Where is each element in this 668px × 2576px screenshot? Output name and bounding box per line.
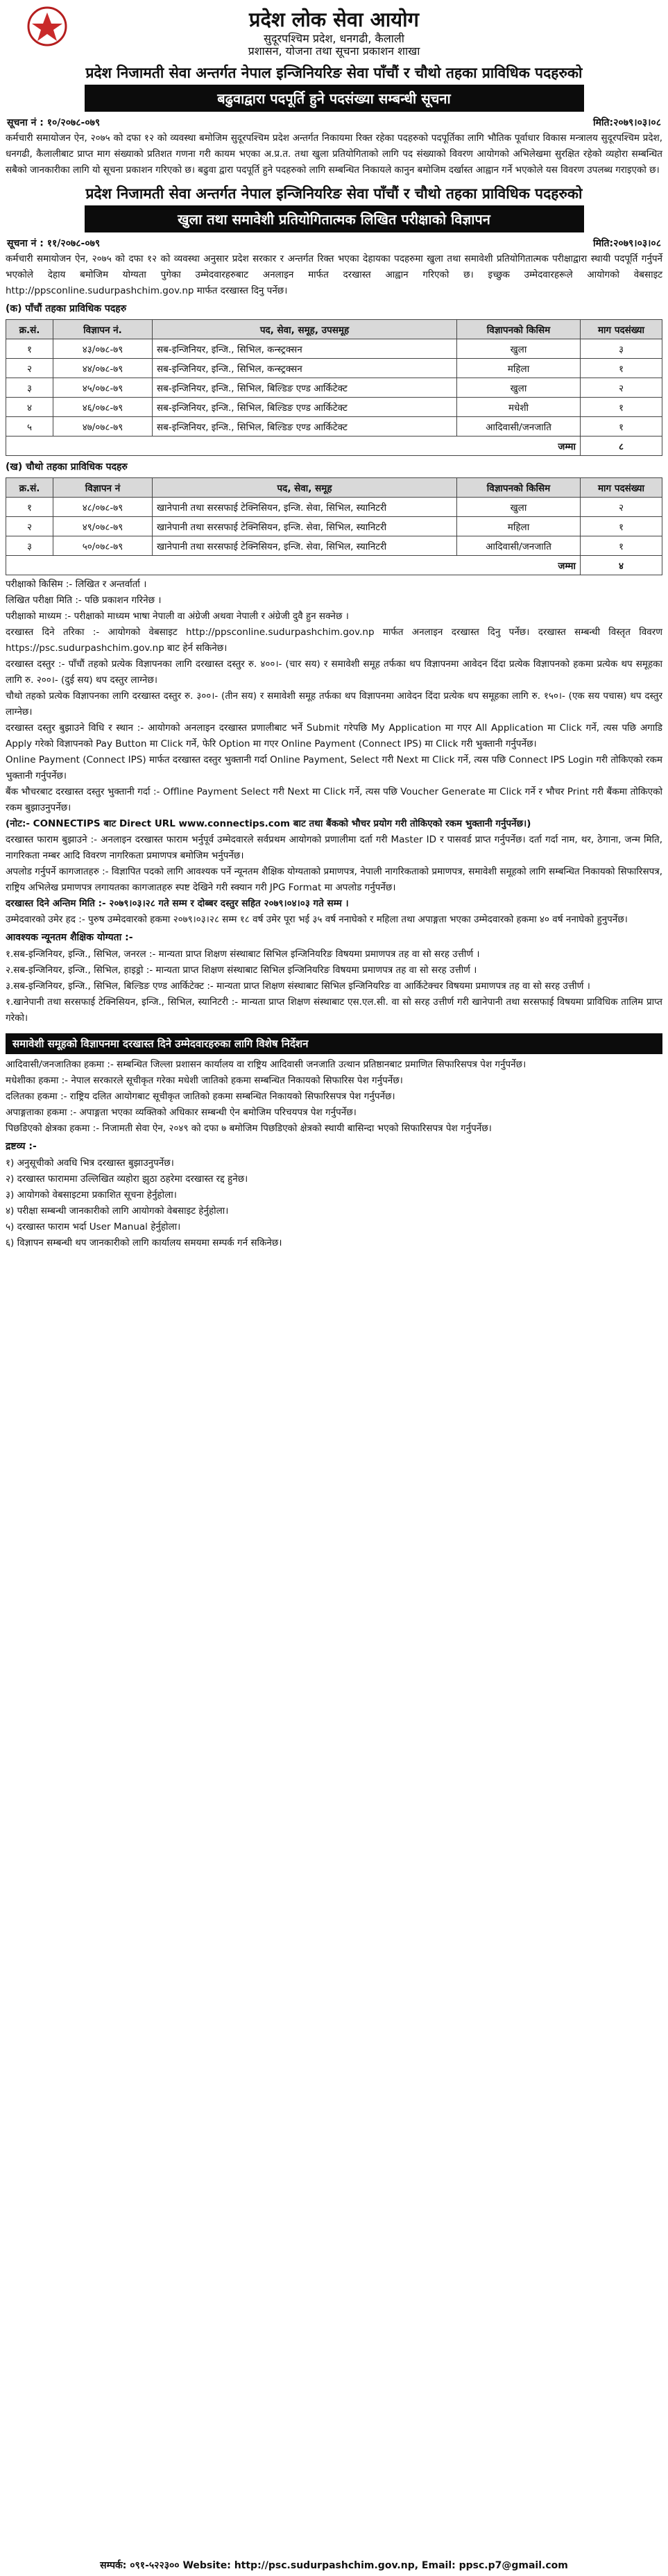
header-title: प्रदेश लोक सेवा आयोग xyxy=(249,8,419,31)
table5-row xyxy=(6,339,662,359)
table5-header: विज्ञापन नं. xyxy=(53,320,153,339)
table4-row xyxy=(6,517,662,536)
table4-cell: आदिवासी/जनजाति xyxy=(457,536,581,556)
table5-cell: ४५/०७८-७९ xyxy=(53,378,153,398)
table5-cell: ४७/०७८-७९ xyxy=(53,417,153,437)
table5-row xyxy=(6,398,662,417)
table4-cell: खुला xyxy=(457,498,581,517)
table5-total-row xyxy=(6,437,662,456)
special-list xyxy=(0,1057,668,1137)
table5-cell: सब-इन्जिनियर, इन्जि., सिभिल, कन्स्ट्रक्सन xyxy=(153,339,457,359)
table4-row xyxy=(6,498,662,517)
notes-list xyxy=(0,1155,668,1251)
table5-row xyxy=(6,417,662,437)
notice2-band: खुला तथा समावेशी प्रतियोगितात्मक लिखित परीक्षाको विज्ञापन xyxy=(85,205,584,232)
detail-item: लिखित परीक्षा मिति :- पछि प्रकाशन गरिनेछ । xyxy=(6,595,162,606)
special-item: दलितका हकमा :- राष्ट्रिय दलित आयोगबाट सूचीकृत जातिको हकमा सम्बन्धित निकायको सिफारिसपत्र पेश गर्नुपर्नेछ। xyxy=(6,1091,395,1102)
table4-cell: २ xyxy=(581,498,662,517)
detail-item: चौथो तहको प्रत्येक विज्ञापनका लागि दरखास्त दस्तुर रु. ३००।- (तीन सय) र समावेशी समूह तर्फका थप विज्ञापनमा आवेदन दिंदा प्रत्येक थप समूहका लागि रु. १५०।- (एक सय पचास) थप दस्तुर लाग्नेछ। xyxy=(6,690,662,718)
special-item: आदिवासी/जनजातिका हकमा :- सम्बन्धित जिल्ला प्रशासन कार्यालय वा राष्ट्रिय आदिवासी जनजाति उत्थान प्रतिष्ठानबाट प्रमाणित सिफारिसपत्र पेश गर्नुपर्नेछ। xyxy=(6,1059,526,1070)
table5-cell: महिला xyxy=(457,359,581,378)
table4-cell: ५०/०७८-७९ xyxy=(53,536,153,556)
table5-cell: आदिवासी/जनजाति xyxy=(457,417,581,437)
table5-cell: ४४/०७८-७९ xyxy=(53,359,153,378)
note-item: २) दरखास्त फाराममा उल्लिखित व्यहोरा झुठा ठहरेमा दरखास्त रद्द हुनेछ। xyxy=(6,1173,248,1185)
table5-cell: १ xyxy=(581,417,662,437)
table5-cell: ३ xyxy=(581,339,662,359)
table4-header: पद, सेवा, समूह xyxy=(153,478,457,498)
notice2-date: मिति:२०७९।०३।०८ xyxy=(592,238,661,249)
age-limit: उम्मेदवारको उमेर हद :- पुरुष उम्मेदवारको हकमा २०७९।०३।२८ सम्म १८ वर्ष उमेर पूरा भई ३५ वर्ष ननाघेको र महिला तथा अपाङ्गता भएका उम्मेदवारको हकमा ४० वर्ष ननाघेको हुनुपर्नेछ। xyxy=(6,914,628,925)
notice2-number: सूचना नं : ११/२०७८-०७९ xyxy=(7,238,101,249)
qualification-item: ३.सब-इन्जिनियर, इन्जि., सिभिल, बिल्डिङ एण्ड आर्किटेक्ट :- मान्यता प्राप्त शिक्षण संस्थाबाट सिभिल इन्जिनियरिङ वा आर्किटेक्चर विषयमा प्रमाणपत्र तह वा सो सरह उत्तीर्ण । xyxy=(6,981,590,992)
special-instructions-band: समावेशी समूहको विज्ञापनमा दरखास्त दिने उम्मेदवारहरुका लागि विशेष निर्देशन xyxy=(6,1033,662,1054)
note-item: ५) दरखास्त फाराम भर्दा User Manual हेर्नुहोला। xyxy=(6,1221,181,1232)
note-item: १) अनुसूचीको अवधि भित्र दरखास्त बुझाउनुपर्नेछ। xyxy=(6,1158,174,1169)
table5-cell: ४३/०७८-७९ xyxy=(53,339,153,359)
table4-row xyxy=(6,536,662,556)
table4-cell: १ xyxy=(581,536,662,556)
table5-cell: २ xyxy=(581,378,662,398)
header-branch: प्रशासन, योजना तथा सूचना प्रकाशन शाखा xyxy=(248,44,420,58)
table4-cell: ४९/०७८-७९ xyxy=(53,517,153,536)
table5-cell: सब-इन्जिनियर, इन्जि., सिभिल, कन्स्ट्रक्सन xyxy=(153,359,457,378)
details-list-2 xyxy=(0,832,668,896)
table5-header: माग पदसंख्या xyxy=(581,320,662,339)
connectips-note: (नोट:- CONNECTIPS बाट Direct URL www.connectips.com बाट तथा बैंकको भौचर प्रयोग गरी तोकिएको रकम भुक्तानी गर्नुपर्नेछ।) xyxy=(6,818,531,829)
special-item: पिछडिएको क्षेत्रका हकमा :- निजामती सेवा ऐन, २०४९ को दफा ७ बमोजिम पिछडिएको क्षेत्रको स्थायी बासिन्दा भएको सिफारिसपत्र पेश गर्नुपर्नेछ। xyxy=(6,1123,492,1134)
detail-item: दरखास्त दस्तुर :- पाँचौं तहको प्रत्येक विज्ञापनका लागि दरखास्त दस्तुर रु. ४००।- (चार सय) र समावेशी समूह तर्फका थप विज्ञापनमा आवेदन दिंदा प्रत्येक विज्ञापनको हकमा प्रत्येक थप समूहका लागि रु. २००।- (दुई सय) थप दस्तुर लाग्नेछ। xyxy=(6,659,662,686)
table5-cell: ३ xyxy=(6,378,53,398)
special-item: अपाङ्गताका हकमा :- अपाङ्गता भएका व्यक्तिको अधिकार सम्बन्धी ऐन बमोजिम परिचयपत्र पेश गर्नुपर्नेछ। xyxy=(6,1107,357,1118)
detail-item: अपलोड गर्नुपर्ने कागजातहरु :- विज्ञापित पदको लागि आवश्यक पर्ने न्यूनतम शैक्षिक योग्यताको प्रमाणपत्र, नेपाली नागरिकताको प्रमाणपत्र, समावेशी समूहको लागि सम्बन्धित निकायको सिफारिसपत्र, राष्ट्रिय अभिलेख प्रमाणपत्र लगायतका कागजातहरु स्पष्ट देखिने गरी स्क्यान गरी JPG Format मा अपलोड गर्नुपर्नेछ। xyxy=(6,866,662,893)
note-item: ४) परीक्षा सम्बन्धी जानकारीको लागि आयोगको वेबसाइट हेर्नुहोला। xyxy=(6,1205,229,1217)
table5-cell: खुला xyxy=(457,339,581,359)
qualification-title: आवश्यक न्यूनतम शैक्षिक योग्यता :- xyxy=(6,932,133,943)
special-item: मधेशीका हकमा :- नेपाल सरकारले सूचीकृत गरेका मधेशी जातिको हकमा सम्बन्धित निकायको सिफारिस पेश गर्नुपर्नेछ। xyxy=(6,1075,403,1086)
qualification-item: २.सब-इन्जिनियर, इन्जि., सिभिल, हाइड्रो :- मान्यता प्राप्त शिक्षण संस्थाबाट सिभिल इन्जिनियरिङ विषयमा प्रमाणपत्र तह वा सो सरह उत्तीर्ण । xyxy=(6,965,477,976)
table5 xyxy=(6,319,662,456)
detail-item: Online Payment (Connect IPS) मार्फत दरखास्त दस्तुर भुक्तानी गर्दा Online Payment, Select गरी Next मा Click गर्ने, त्यस पछि Connect IPS Login गरी तोकिएको रकम भुक्तानी गर्नुपर्नेछ। xyxy=(6,754,662,781)
qualification-item: १.खानेपानी तथा सरसफाई टेक्निसियन, इन्जि., सिभिल, स्यानिटरी :- मान्यता प्राप्त शिक्षण संस्थाबाट एस.एल.सी. वा सो सरह उत्तीर्ण गरी खानेपानी तथा सरसफाई विषयमा प्राविधिक तालिम प्राप्त गरेको। xyxy=(6,997,662,1024)
table4-cell: २ xyxy=(6,517,53,536)
table4-caption: (ख) चौथो तहका प्राविधिक पदहरु xyxy=(6,461,128,473)
table5-cell: ४६/०७८-७९ xyxy=(53,398,153,417)
detail-item: दरखास्त दिने तरिका :- आयोगको वेबसाइट http://ppsconline.sudurpashchim.gov.np मार्फत अनलाइन दरखास्त दिनु पर्नेछ। दरखास्त सम्बन्धी विस्तृत विवरण https://psc.sudurpashchim.gov.np बाट हेर्न सकिनेछ। xyxy=(6,627,662,654)
detail-item: परीक्षाको माध्यम :- परीक्षाको माध्यम भाषा नेपाली वा अंग्रेजी अथवा नेपाली र अंग्रेजी दुवै हुन सक्नेछ । xyxy=(6,611,349,622)
table5-header: पद, सेवा, समूह, उपसमूह xyxy=(153,320,457,339)
notice1-meta xyxy=(0,112,668,130)
table5-cell: सब-इन्जिनियर, इन्जि., सिभिल, बिल्डिङ एण्ड आर्किटेक्ट xyxy=(153,398,457,417)
table5-cell: मधेशी xyxy=(457,398,581,417)
deadline: दरखास्त दिने अन्तिम मिति :- २०७९।०३।२८ गते सम्म र दोब्बर दस्तुर सहित २०७९।०४।०३ गते सम्म । xyxy=(6,898,349,909)
table5-caption: (क) पाँचौं तहका प्राविधिक पदहरु xyxy=(6,303,127,314)
table4-total-row xyxy=(6,556,662,575)
details-list xyxy=(0,577,668,816)
table4-total-label: जम्मा xyxy=(6,556,581,575)
table4 xyxy=(6,477,662,575)
table5-header: विज्ञापनको किसिम xyxy=(457,320,581,339)
qualification-item: १.सब-इन्जिनियर, इन्जि., सिभिल, जनरल :- मान्यता प्राप्त शिक्षण संस्थाबाट सिभिल इन्जिनियरिङ विषयमा प्रमाणपत्र तह वा सो सरह उत्तीर्ण । xyxy=(6,949,480,960)
table4-header: विज्ञापनको किसिम xyxy=(457,478,581,498)
qualification-list xyxy=(0,947,668,1026)
table5-total-value: ८ xyxy=(581,437,662,456)
notice1-band: बढुवाद्वारा पदपूर्ति हुने पदसंख्या सम्बन्धी सूचना xyxy=(85,85,584,112)
table4-header: क्र.सं. xyxy=(6,478,53,498)
table4-header: माग पदसंख्या xyxy=(581,478,662,498)
table5-row xyxy=(6,378,662,398)
detail-item: दरखास्त दस्तुर बुझाउने विधि र स्थान :- आयोगको अनलाइन दरखास्त प्रणालीबाट भर्ने Submit गरेपछि My Application मा गएर All Application मा Click गर्ने, त्यस पछि अगाडि Apply गरेको विज्ञापनको Pay Button मा Click गर्ने, फेरि Option मा गएर Online Payment (Connect IPS) मा Click गरी भुक्तानी गर्नुपर्नेछ। xyxy=(6,722,662,749)
notice1-body: कर्मचारी समायोजन ऐन, २०७५ को दफा १२ को व्यवस्था बमोजिम सुदूरपश्चिम प्रदेश अन्तर्गत निकायमा रिक्त रहेका पदहरुको पदपूर्तिका लागि भौतिक पूर्वाधार विकास मन्त्रालय सुदूरपश्चिम प्रदेश, धनगढी, कैलालीबाट प्राप्त माग संख्याको प्रतिशत गणना गरी कायम भएका अ.प्र.त. तथा खुला प्रतियोगिताको लागि पद संख्याको विवरण आयोगको अभिलेखमा सुरक्षित रहेको व्यहोरा सम्बन्धित सबैको जानकारीका लागि यो सूचना प्रकाशन गरिएको छ। बढुवा द्वारा पदपूर्ति हुने पदहरुको लागि सम्बन्धित निकायले कानुन बमोजिम दर्खास्त आह्वान गर्ने भएकोले यस विवरण उपलब्ध गराइएको छ। xyxy=(6,133,662,176)
notice2-meta xyxy=(0,232,668,251)
table4-total-value: ४ xyxy=(581,556,662,575)
nepal-emblem-icon xyxy=(26,6,68,47)
table5-header: क्र.सं. xyxy=(6,320,53,339)
notice1-title: प्रदेश निजामती सेवा अन्तर्गत नेपाल इन्जिनियरिङ सेवा पाँचौं र चौथो तहका प्राविधिक पदहरुको xyxy=(85,65,583,81)
table4-cell: ३ xyxy=(6,536,53,556)
footer-contact: सम्पर्क: ०९१-५२२३०० Website: http://psc.sudurpashchim.gov.np, Email: ppsc.p7@gmail.com xyxy=(100,2560,568,2571)
table4-cell: १ xyxy=(6,498,53,517)
table4-cell: महिला xyxy=(457,517,581,536)
table5-cell: सब-इन्जिनियर, इन्जि., सिभिल, बिल्डिङ एण्ड आर्किटेक्ट xyxy=(153,417,457,437)
table4-cell: खानेपानी तथा सरसफाई टेक्निसियन, इन्जि. सेवा, सिभिल, स्यानिटरी xyxy=(153,517,457,536)
table5-cell: १ xyxy=(581,398,662,417)
notice2-body: कर्मचारी समायोजन ऐन, २०७५ को दफा १२ को व्यवस्था अनुसार प्रदेश सरकार र अन्तर्गत रिक्त भएका देहायका पदहरुमा खुला तथा समावेशी प्रतियोगितात्मक परीक्षाद्वारा स्थायी पदपूर्ति गर्नुपर्ने भएकोले देहाय बमोजिम योग्यता पुगेका उम्मेदवारहरुबाट अनलाइन मार्फत दरखास्त आह्वान गरिएको छ। इच्छुक उम्मेदवारहरूले आयोगको वेबसाइट http://ppsconline.sudurpashchim.gov.np मार्फत दरखास्त दिनु पर्नेछ। xyxy=(6,253,662,296)
notes-title: द्रष्टव्य :- xyxy=(6,1141,37,1152)
table5-cell: सब-इन्जिनियर, इन्जि., सिभिल, बिल्डिङ एण्ड आर्किटेक्ट xyxy=(153,378,457,398)
table5-cell: ४ xyxy=(6,398,53,417)
table4-header: विज्ञापन नं xyxy=(53,478,153,498)
notice2-title: प्रदेश निजामती सेवा अन्तर्गत नेपाल इन्जिनियरिङ सेवा पाँचौं र चौथो तहका प्राविधिक पदहरुको xyxy=(85,185,583,202)
table5-cell: १ xyxy=(6,339,53,359)
table5-cell: २ xyxy=(6,359,53,378)
table4-cell: खानेपानी तथा सरसफाई टेक्निसियन, इन्जि. सेवा, सिभिल, स्यानिटरी xyxy=(153,498,457,517)
table5-cell: खुला xyxy=(457,378,581,398)
header xyxy=(0,0,668,58)
table4-cell: खानेपानी तथा सरसफाई टेक्निसियन, इन्जि. सेवा, सिभिल, स्यानिटरी xyxy=(153,536,457,556)
detail-item: परीक्षाको किसिम :- लिखित र अन्तर्वार्ता । xyxy=(6,579,147,590)
table4-cell: १ xyxy=(581,517,662,536)
table5-cell: १ xyxy=(581,359,662,378)
table5-row xyxy=(6,359,662,378)
detail-item: दरखास्त फाराम बुझाउने :- अनलाइन दरखास्त फाराम भर्नुपूर्व उम्मेदवारले सर्वप्रथम आयोगको प्रणालीमा दर्ता गरी Master ID र पासवर्ड प्राप्त गर्नुपर्नेछ। दर्ता गर्दा नाम, थर, ठेगाना, जन्म मिति, नागरिकता नम्बर आदि विवरण नागरिकता प्रमाणपत्र बमोजिम भर्नुपर्नेछ। xyxy=(6,834,662,861)
notice1-number: सूचना नं : १०/२०७८-०७९ xyxy=(7,117,101,128)
notice1-date: मिति:२०७९।०३।०८ xyxy=(592,117,661,128)
detail-item: बैंक भौचरबाट दरखास्त दस्तुर भुक्तानी गर्दा :- Offline Payment Select गरी Next मा Click गर्ने, त्यस पछि Voucher Generate मा Click गर्ने र भौचर Print गरी बैंकमा तोकिएको रकम बुझाउनुपर्नेछ। xyxy=(6,786,662,813)
table5-total-label: जम्मा xyxy=(6,437,581,456)
note-item: ६) विज्ञापन सम्बन्धी थप जानकारीको लागि कार्यालय समयमा सम्पर्क गर्न सकिनेछ। xyxy=(6,1237,282,1248)
header-subtitle: सुदूरपश्चिम प्रदेश, धनगढी, कैलाली xyxy=(264,32,404,45)
note-item: ३) आयोगको वेबसाइटमा प्रकाशित सूचना हेर्नुहोला। xyxy=(6,1189,177,1201)
table5-cell: ५ xyxy=(6,417,53,437)
table4-cell: ४८/०७८-७९ xyxy=(53,498,153,517)
